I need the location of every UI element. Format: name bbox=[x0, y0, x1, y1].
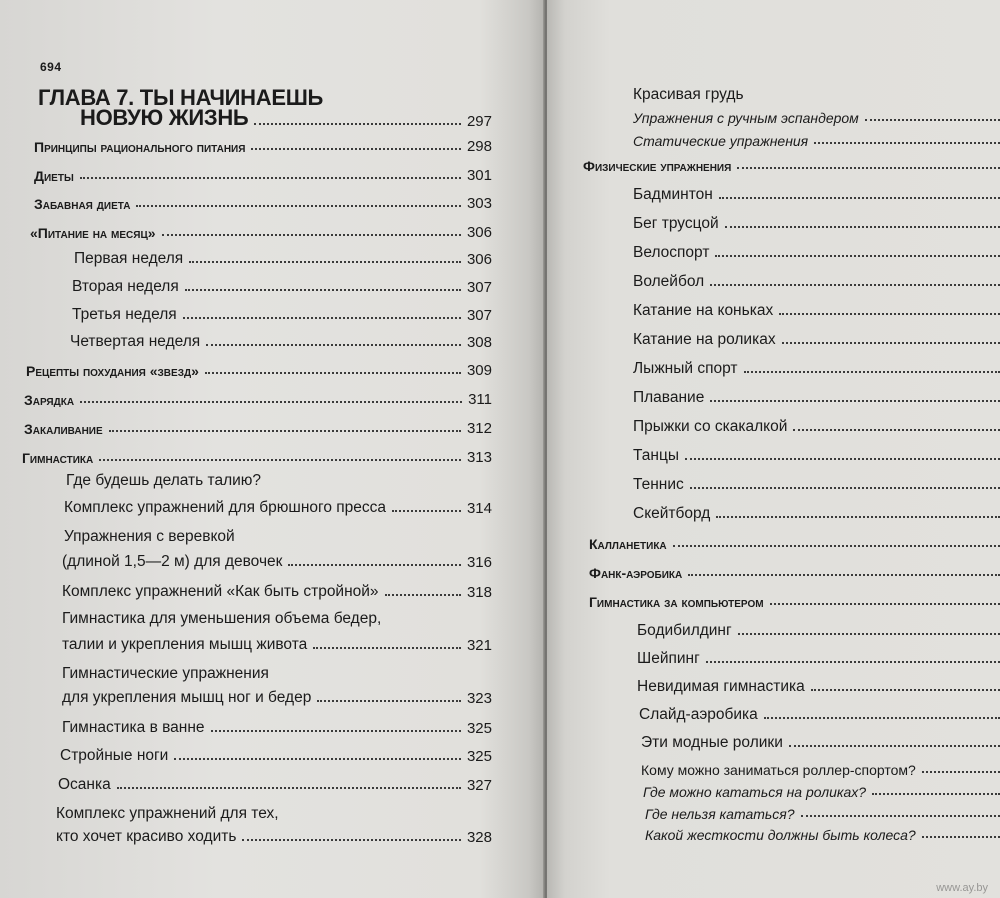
toc-entry-page: 314 bbox=[466, 500, 492, 517]
toc-entry bbox=[637, 678, 1000, 696]
toc-entry bbox=[22, 449, 492, 466]
toc-entry bbox=[633, 389, 1000, 407]
toc-entry bbox=[58, 776, 492, 794]
dot-leader bbox=[185, 289, 461, 291]
toc-entry bbox=[74, 250, 492, 268]
toc-entry bbox=[633, 302, 1000, 320]
toc-entry bbox=[641, 762, 1000, 778]
dot-leader bbox=[811, 689, 1000, 691]
dot-leader bbox=[779, 313, 1000, 315]
dot-leader bbox=[392, 510, 461, 512]
toc-entry-title: Лыжный спорт bbox=[633, 360, 738, 377]
toc-entry-page: 321 bbox=[466, 637, 492, 654]
toc-entry-title: талии и укрепления мышц живота bbox=[62, 636, 308, 653]
toc-entry bbox=[72, 306, 492, 324]
dot-leader bbox=[254, 123, 461, 125]
toc-entry-page: 298 bbox=[466, 138, 492, 155]
dot-leader bbox=[688, 574, 1000, 576]
dot-leader bbox=[385, 594, 461, 596]
toc-entry bbox=[633, 86, 993, 104]
dot-leader bbox=[205, 372, 461, 374]
toc-entry bbox=[633, 186, 1000, 204]
dot-leader bbox=[716, 516, 1000, 518]
toc-entry-title: Шейпинг bbox=[637, 650, 700, 667]
toc-entry-title: Комплекс упражнений «Как быть стройной» bbox=[62, 583, 379, 600]
toc-entry bbox=[637, 622, 1000, 640]
toc-entry-title: Рецепты похудания «звезд» bbox=[26, 363, 199, 379]
dot-leader bbox=[764, 717, 1000, 719]
dot-leader bbox=[865, 119, 1000, 121]
toc-entry-title: Вторая неделя bbox=[72, 278, 179, 295]
toc-entry-title: Четвертая неделя bbox=[70, 333, 201, 350]
toc-entry-title: Закаливание bbox=[24, 421, 103, 437]
toc-entry-title: Катание на коньках bbox=[633, 302, 774, 319]
toc-entry-title: Осанка bbox=[58, 776, 111, 793]
toc-entry-page: 311 bbox=[468, 391, 492, 408]
dot-leader bbox=[99, 459, 461, 461]
dot-leader bbox=[738, 633, 1000, 635]
toc-entry bbox=[637, 650, 1000, 668]
toc-entry-title: Фанк-аэробика bbox=[589, 565, 683, 581]
toc-entry-title: Принципы рационального питания bbox=[34, 139, 246, 155]
dot-leader bbox=[189, 261, 461, 263]
toc-entry bbox=[24, 420, 492, 437]
toc-entry-page: 313 bbox=[466, 449, 492, 466]
toc-entry-page: 307 bbox=[466, 307, 492, 324]
toc-entry-title: Плавание bbox=[633, 389, 705, 406]
dot-leader bbox=[872, 793, 1000, 795]
toc-entry-page: 308 bbox=[466, 334, 492, 351]
toc-entry-page: 325 bbox=[466, 748, 492, 765]
toc-entry bbox=[643, 784, 1000, 800]
toc-entry bbox=[633, 215, 1000, 233]
toc-entry-page: 303 bbox=[466, 195, 492, 212]
toc-entry-page: 312 bbox=[466, 420, 492, 437]
dot-leader bbox=[725, 226, 1000, 228]
toc-entry bbox=[62, 636, 492, 654]
toc-entry-page: 307 bbox=[466, 279, 492, 296]
dot-leader bbox=[801, 815, 1000, 817]
toc-entry-title: Теннис bbox=[633, 476, 684, 493]
toc-entry-title: Катание на роликах bbox=[633, 331, 776, 348]
toc-entry-title: Статические упражнения bbox=[633, 133, 809, 149]
toc-entry bbox=[645, 806, 1000, 822]
dot-leader bbox=[814, 142, 1000, 144]
toc-entry bbox=[589, 594, 1000, 610]
dot-leader bbox=[206, 344, 461, 346]
toc-entry-title: Гимнастика за компьютером bbox=[589, 594, 764, 610]
toc-entry-title: Зарядка bbox=[24, 392, 75, 408]
toc-entry-title: Диеты bbox=[34, 168, 74, 184]
dot-leader bbox=[690, 487, 1000, 489]
toc-entry bbox=[639, 706, 1000, 724]
dot-leader bbox=[706, 661, 1000, 663]
toc-entry-title: Гимнастика для уменьшения объема бедер, bbox=[62, 610, 382, 627]
toc-entry bbox=[62, 553, 492, 571]
dot-leader bbox=[136, 205, 461, 207]
toc-entry-title: Гимнастические упражнения bbox=[62, 665, 269, 682]
toc-entry-title: Калланетика bbox=[589, 536, 667, 552]
toc-entry-title: Какой жесткости должны быть колеса? bbox=[645, 827, 916, 843]
dot-leader bbox=[288, 564, 461, 566]
toc-entry-title: Велоспорт bbox=[633, 244, 710, 261]
dot-leader bbox=[183, 317, 461, 319]
toc-entry bbox=[633, 244, 1000, 262]
toc-entry bbox=[633, 447, 1000, 465]
toc-entry bbox=[62, 719, 492, 737]
dot-leader bbox=[793, 429, 1000, 431]
toc-entry-title: Где нельзя кататься? bbox=[645, 806, 795, 822]
dot-leader bbox=[789, 745, 1000, 747]
toc-entry-title: Волейбол bbox=[633, 273, 705, 290]
toc-entry bbox=[34, 167, 492, 184]
dot-leader bbox=[174, 758, 461, 760]
toc-entry bbox=[62, 689, 492, 707]
toc-entry-title: Упражнения с веревкой bbox=[64, 528, 235, 545]
chapter-title-line2: НОВУЮ ЖИЗНЬ bbox=[80, 105, 249, 130]
dot-leader bbox=[719, 197, 1000, 199]
toc-entry-title: Упражнения с ручным эспандером bbox=[633, 110, 859, 126]
toc-entry bbox=[72, 278, 492, 296]
toc-entry-page: 325 bbox=[466, 720, 492, 737]
dot-leader bbox=[744, 371, 1000, 373]
dot-leader bbox=[251, 148, 461, 150]
toc-entry-page: 306 bbox=[466, 251, 492, 268]
toc-entry-title: кто хочет красиво ходить bbox=[56, 828, 237, 845]
dot-leader bbox=[162, 234, 461, 236]
toc-entry-title: Танцы bbox=[633, 447, 679, 464]
toc-entry bbox=[64, 499, 492, 517]
toc-entry-page: 323 bbox=[466, 690, 492, 707]
toc-entry-title: Третья неделя bbox=[72, 306, 177, 323]
dot-leader bbox=[80, 401, 462, 403]
dot-leader bbox=[710, 400, 1000, 402]
dot-leader bbox=[710, 284, 1000, 286]
toc-entry bbox=[62, 583, 492, 601]
toc-entry-title: Физические упражнения bbox=[583, 158, 732, 174]
dot-leader bbox=[109, 430, 461, 432]
toc-entry bbox=[633, 360, 1000, 378]
toc-entry-title: Эти модные ролики bbox=[641, 734, 783, 751]
toc-entry-title: Стройные ноги bbox=[60, 747, 169, 764]
toc-entry bbox=[633, 505, 1000, 523]
toc-entry-page: 327 bbox=[466, 777, 492, 794]
page-number: 694 bbox=[40, 60, 62, 74]
toc-entry bbox=[34, 138, 492, 155]
toc-entry-title: Забавная диета bbox=[34, 196, 131, 212]
chapter-title-row bbox=[80, 106, 492, 130]
dot-leader bbox=[922, 836, 1000, 838]
toc-entry-title: Невидимая гимнастика bbox=[637, 678, 805, 695]
dot-leader bbox=[242, 839, 461, 841]
toc-entry-title: Прыжки со скакалкой bbox=[633, 418, 788, 435]
watermark: www.ay.by bbox=[936, 882, 988, 894]
toc-entry bbox=[633, 331, 1000, 349]
toc-entry-title: Где можно кататься на роликах? bbox=[643, 784, 867, 800]
dot-leader bbox=[782, 342, 1000, 344]
toc-entry-title: для укрепления мышц ног и бедер bbox=[62, 689, 312, 706]
toc-entry-title: Первая неделя bbox=[74, 250, 184, 267]
toc-entry-title: Бег трусцой bbox=[633, 215, 719, 232]
toc-entry-page: 301 bbox=[466, 167, 492, 184]
toc-entry-page: 318 bbox=[466, 584, 492, 601]
toc-entry bbox=[633, 110, 1000, 126]
toc-entry bbox=[633, 273, 1000, 291]
toc-entry-title: Кому можно заниматься роллер-спортом? bbox=[641, 762, 916, 778]
dot-leader bbox=[317, 700, 461, 702]
toc-entry-title: (длиной 1,5—2 м) для девочек bbox=[62, 553, 283, 570]
toc-entry bbox=[589, 565, 1000, 581]
toc-entry bbox=[24, 391, 492, 408]
toc-entry-page: 309 bbox=[466, 362, 492, 379]
dot-leader bbox=[117, 787, 461, 789]
toc-entry bbox=[589, 536, 1000, 552]
toc-entry-title: Комплекс упражнений для брюшного пресса bbox=[64, 499, 387, 516]
toc-entry bbox=[56, 828, 492, 846]
toc-entry bbox=[70, 333, 492, 351]
toc-entry-title: Слайд-аэробика bbox=[639, 706, 758, 723]
dot-leader bbox=[673, 545, 1000, 547]
toc-entry bbox=[633, 418, 1000, 436]
toc-entry-title: Гимнастика в ванне bbox=[62, 719, 205, 736]
dot-leader bbox=[685, 458, 1000, 460]
chapter-page: 297 bbox=[466, 113, 492, 130]
toc-entry bbox=[34, 195, 492, 212]
toc-entry-title: Комплекс упражнений для тех, bbox=[56, 805, 279, 822]
dot-leader bbox=[770, 603, 1000, 605]
toc-entry-title: Бадминтон bbox=[633, 186, 713, 203]
toc-entry-title: Бодибилдинг bbox=[637, 622, 732, 639]
dot-leader bbox=[313, 647, 461, 649]
toc-entry bbox=[60, 747, 492, 765]
toc-entry-title: Гимнастика bbox=[22, 450, 94, 466]
toc-entry bbox=[645, 827, 1000, 843]
toc-entry bbox=[633, 476, 1000, 494]
dot-leader bbox=[211, 730, 461, 732]
dot-leader bbox=[922, 771, 1000, 773]
toc-entry-page: 316 bbox=[466, 554, 492, 571]
toc-entry bbox=[641, 734, 1000, 752]
toc-entry bbox=[583, 158, 1000, 174]
toc-entry bbox=[26, 362, 492, 379]
toc-entry bbox=[30, 224, 492, 241]
toc-entry bbox=[633, 133, 1000, 149]
toc-entry-page: 328 bbox=[466, 829, 492, 846]
toc-entry-title: Где будешь делать талию? bbox=[66, 472, 262, 489]
dot-leader bbox=[737, 167, 1000, 169]
chapter-title-line1: ГЛАВА 7. ТЫ НАЧИНАЕШЬ bbox=[38, 85, 324, 110]
right-page bbox=[547, 0, 1000, 898]
toc-entry-title: «Питание на месяц» bbox=[30, 225, 156, 241]
toc-entry-page: 306 bbox=[466, 224, 492, 241]
toc-entry-title: Скейтборд bbox=[633, 505, 711, 522]
dot-leader bbox=[80, 177, 461, 179]
toc-entry-title: Красивая грудь bbox=[633, 86, 744, 103]
dot-leader bbox=[715, 255, 1000, 257]
